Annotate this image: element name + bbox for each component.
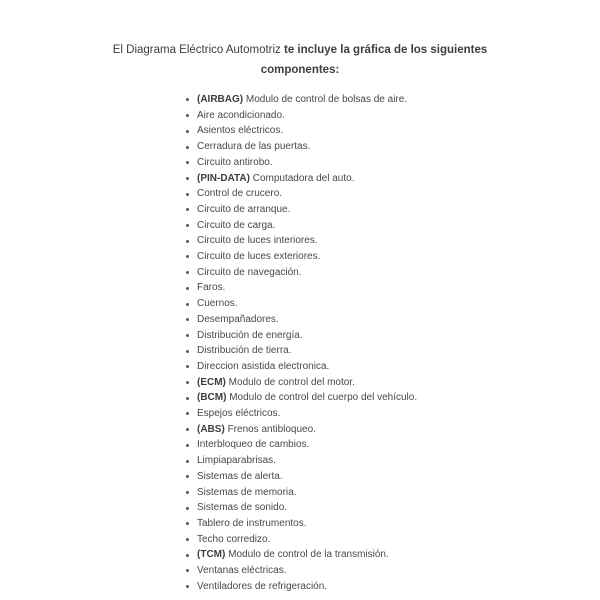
list-item <box>186 108 600 124</box>
component-text: Distribución de tierra. <box>197 345 292 357</box>
list-item <box>186 265 600 281</box>
component-text: Cerradura de las puertas. <box>197 141 311 153</box>
bullet-icon <box>186 303 189 306</box>
bullet-icon <box>186 475 189 478</box>
list-item <box>186 280 600 296</box>
list-item <box>186 155 600 171</box>
component-text: Ventanas eléctricas. <box>197 565 287 577</box>
list-item <box>186 233 600 249</box>
component-text: Ventiladores de refrigeración. <box>197 580 328 592</box>
component-text: Asientos eléctricos. <box>197 125 284 137</box>
component-text: Cuernos. <box>197 298 238 310</box>
bullet-icon <box>186 522 189 525</box>
list-item <box>186 139 600 155</box>
list-item <box>186 375 600 391</box>
bullet-icon <box>186 460 189 463</box>
list-item <box>186 123 600 139</box>
bullet-icon <box>186 193 189 196</box>
title-bold-part: te incluye la gráfica de los siguientes <box>284 44 488 56</box>
list-item <box>186 343 600 359</box>
component-text: Modulo de control del motor. <box>228 376 355 388</box>
list-item <box>186 422 600 438</box>
component-text: Techo corredizo. <box>197 533 271 545</box>
list-item <box>186 218 600 234</box>
component-text: Tablero de instrumentos. <box>197 517 307 529</box>
component-text: Faros. <box>197 282 226 294</box>
component-text: Computadora del auto. <box>252 172 355 184</box>
list-item <box>186 563 600 579</box>
bullet-icon <box>186 255 189 258</box>
list-item <box>186 453 600 469</box>
page-title <box>0 0 600 80</box>
component-text: Sistemas de memoria. <box>197 486 297 498</box>
components-list <box>186 92 600 595</box>
list-item <box>186 406 600 422</box>
bullet-icon <box>186 224 189 227</box>
component-text: Circuito de luces interiores. <box>197 235 318 247</box>
component-text: Modulo de control de la transmisión. <box>228 549 389 561</box>
component-text: Modulo de control de bolsas de aire. <box>245 94 408 105</box>
bullet-icon <box>186 161 189 164</box>
bullet-icon <box>186 98 189 101</box>
title-regular-part: El Diagrama Eléctrico Automotriz <box>112 44 281 56</box>
list-item <box>186 485 600 501</box>
list-item <box>186 328 600 344</box>
bullet-icon <box>186 350 189 353</box>
list-item <box>186 579 600 595</box>
component-acronym: (ABS) <box>197 423 228 435</box>
list-item <box>186 202 600 218</box>
list-item <box>186 469 600 485</box>
title-bold-line2: componentes: <box>260 64 340 76</box>
component-text: Control de crucero. <box>197 188 283 200</box>
bullet-icon <box>186 240 189 243</box>
list-item <box>186 390 600 406</box>
component-text: Aire acondicionado. <box>197 109 285 121</box>
component-text: Circuito de luces exteriores. <box>197 251 321 263</box>
bullet-icon <box>186 208 189 211</box>
component-text: Sistemas de sonido. <box>197 502 288 514</box>
list-item <box>186 186 600 202</box>
component-text: Circuito de carga. <box>197 219 276 231</box>
bullet-icon <box>186 381 189 384</box>
list-item <box>186 171 600 187</box>
bullet-icon <box>186 287 189 290</box>
component-acronym: (BCM) <box>197 392 230 404</box>
bullet-icon <box>186 271 189 274</box>
list-item <box>186 249 600 265</box>
component-text: Sistemas de alerta. <box>197 470 283 482</box>
component-text: Direccion asistida electronica. <box>197 360 330 372</box>
component-acronym: (TCM) <box>197 549 229 561</box>
bullet-icon <box>186 428 189 431</box>
bullet-icon <box>186 507 189 510</box>
list-item <box>186 359 600 375</box>
component-acronym: (ECM) <box>197 376 229 388</box>
list-item <box>186 500 600 516</box>
list-item <box>186 437 600 453</box>
bullet-icon <box>186 412 189 415</box>
component-text: Limpiaparabrisas. <box>197 455 276 467</box>
bullet-icon <box>186 397 189 400</box>
bullet-icon <box>186 569 189 572</box>
list-item <box>186 312 600 328</box>
bullet-icon <box>186 585 189 588</box>
bullet-icon <box>186 177 189 180</box>
bullet-icon <box>186 130 189 133</box>
bullet-icon <box>186 554 189 557</box>
bullet-icon <box>186 538 189 541</box>
list-item <box>186 296 600 312</box>
list-item <box>186 532 600 548</box>
component-acronym: (AIRBAG) <box>197 94 246 105</box>
list-item <box>186 547 600 563</box>
component-text: Circuito de navegación. <box>197 266 302 278</box>
list-item <box>186 92 600 108</box>
component-acronym: (PIN-DATA) <box>197 172 253 184</box>
component-text: Interbloqueo de cambios. <box>197 439 310 451</box>
bullet-icon <box>186 444 189 447</box>
component-text: Frenos antibloqueo. <box>227 423 316 435</box>
component-text: Espejos eléctricos. <box>197 408 281 420</box>
component-text: Circuito de arranque. <box>197 203 291 215</box>
component-text: Modulo de control del cuerpo del vehículo. <box>229 392 418 404</box>
bullet-icon <box>186 365 189 368</box>
list-item <box>186 516 600 532</box>
bullet-icon <box>186 114 189 117</box>
bullet-icon <box>186 491 189 494</box>
bullet-icon <box>186 146 189 149</box>
bullet-icon <box>186 318 189 321</box>
component-text: Circuito antirobo. <box>197 156 273 168</box>
bullet-icon <box>186 334 189 337</box>
component-text: Distribución de energía. <box>197 329 303 341</box>
component-text: Desempañadores. <box>197 313 279 325</box>
